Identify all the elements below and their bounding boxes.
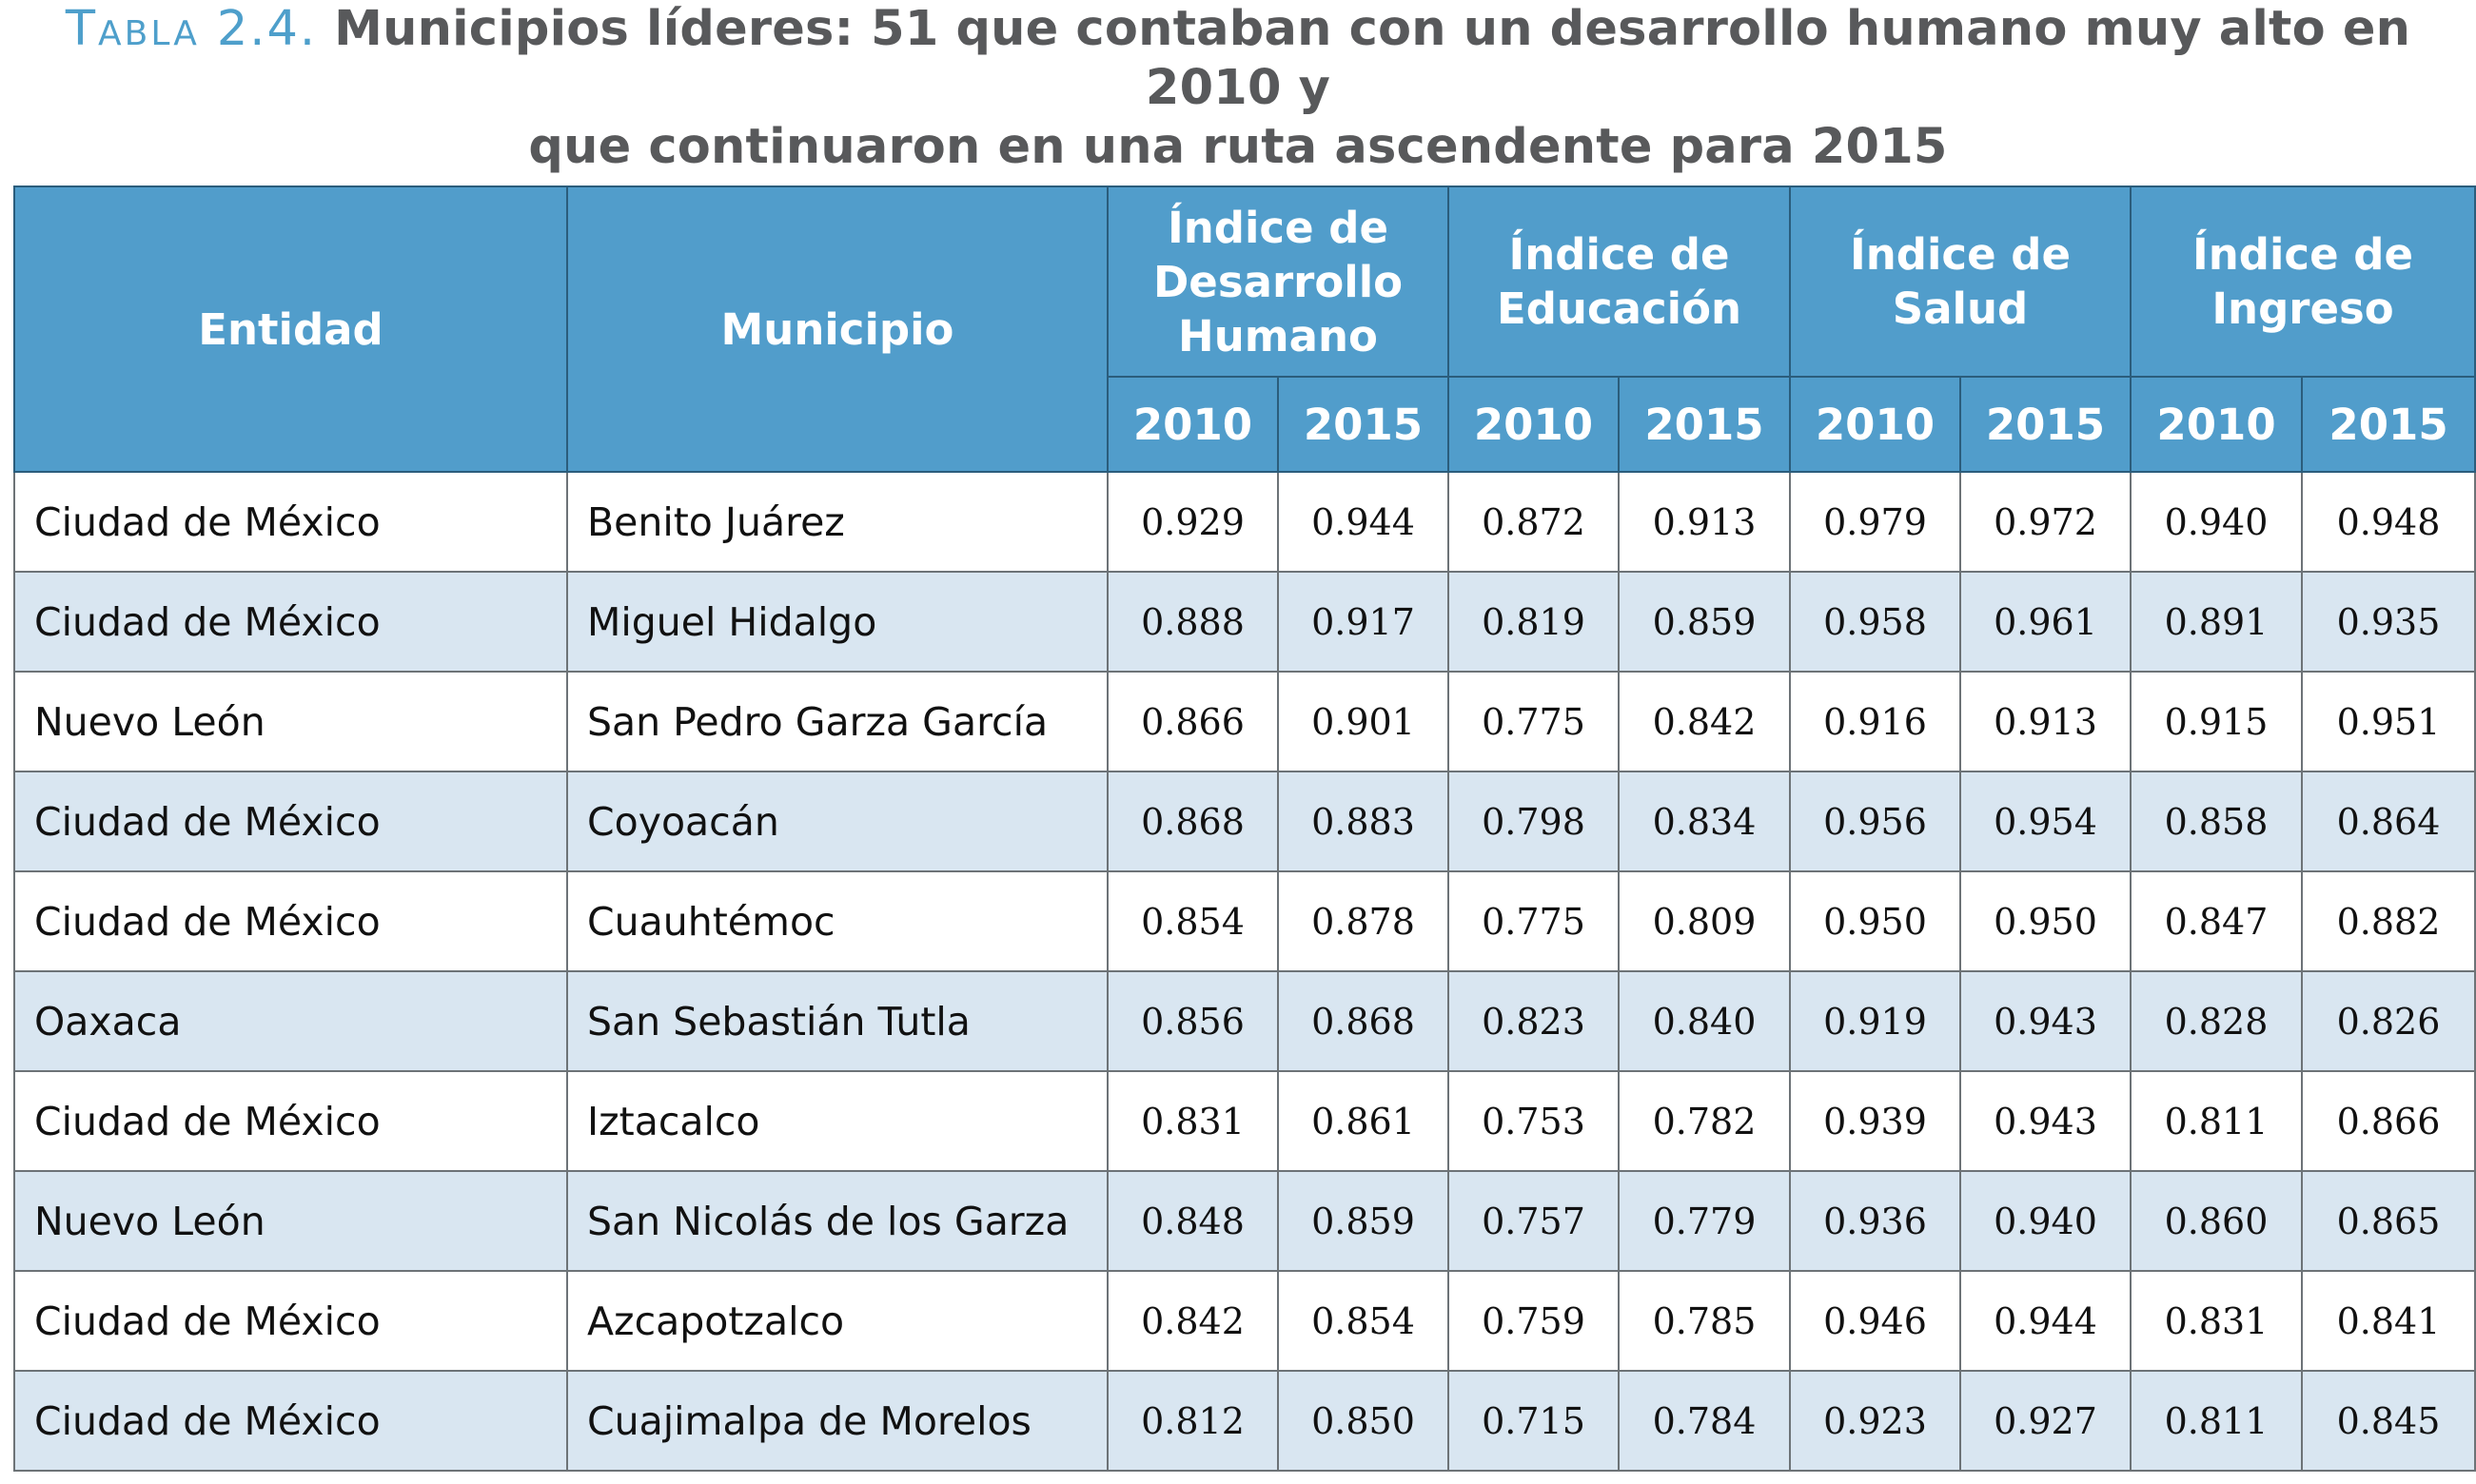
caption-text-1: Municipios líderes: 51 que contaban con un desarrollo humano muy alto en 2010 y [334,1,2411,116]
table-row [14,672,2475,771]
cell-value: 0.782 [1619,1071,1790,1171]
cell-value: 0.958 [1790,572,1960,672]
cell-value: 0.951 [2302,672,2475,771]
cell-value: 0.840 [1619,971,1790,1071]
header-group-salud-line1: Índice de [1850,229,2072,280]
cell-value: 0.956 [1790,771,1960,871]
cell-entidad: Ciudad de México [14,572,567,672]
cell-value: 0.913 [1960,672,2131,771]
table-row [14,1171,2475,1271]
cell-value: 0.841 [2302,1271,2475,1371]
cell-value: 0.979 [1790,472,1960,572]
caption-number: 2.4. [216,1,318,57]
cell-municipio: San Pedro Garza García [567,672,1108,771]
cell-municipio: Iztacalco [567,1071,1108,1171]
cell-value: 0.917 [1278,572,1448,672]
header-year: 2015 [1619,377,1790,472]
cell-value: 0.859 [1278,1171,1448,1271]
cell-value: 0.940 [1960,1171,2131,1271]
cell-value: 0.854 [1108,871,1278,971]
cell-value: 0.939 [1790,1071,1960,1171]
cell-entidad: Ciudad de México [14,771,567,871]
municipios-table [13,186,2476,1472]
cell-value: 0.923 [1790,1371,1960,1471]
cell-value: 0.936 [1790,1171,1960,1271]
cell-value: 0.882 [2302,871,2475,971]
header-year: 2010 [2131,377,2302,472]
cell-value: 0.848 [1108,1171,1278,1271]
header-group-salud-line2: Salud [1892,283,2029,334]
cell-value: 0.812 [1108,1371,1278,1471]
cell-value: 0.785 [1619,1271,1790,1371]
cell-value: 0.826 [2302,971,2475,1071]
cell-value: 0.929 [1108,472,1278,572]
cell-value: 0.828 [2131,971,2302,1071]
cell-value: 0.972 [1960,472,2131,572]
cell-value: 0.775 [1448,672,1619,771]
cell-value: 0.940 [2131,472,2302,572]
cell-value: 0.775 [1448,871,1619,971]
cell-value: 0.948 [2302,472,2475,572]
cell-entidad: Ciudad de México [14,1071,567,1171]
header-group-ingreso [2131,186,2475,377]
cell-entidad: Ciudad de México [14,1271,567,1371]
cell-value: 0.919 [1790,971,1960,1071]
cell-value: 0.913 [1619,472,1790,572]
cell-value: 0.798 [1448,771,1619,871]
cell-value: 0.866 [1108,672,1278,771]
header-year: 2015 [2302,377,2475,472]
cell-value: 0.961 [1960,572,2131,672]
table-row [14,871,2475,971]
cell-value: 0.883 [1278,771,1448,871]
header-entidad: Entidad [14,186,567,472]
cell-value: 0.845 [2302,1371,2475,1471]
cell-value: 0.888 [1108,572,1278,672]
cell-value: 0.847 [2131,871,2302,971]
table-row [14,1371,2475,1471]
header-year: 2015 [1960,377,2131,472]
cell-value: 0.811 [2131,1071,2302,1171]
cell-value: 0.878 [1278,871,1448,971]
header-group-educacion [1448,186,1790,377]
cell-value: 0.872 [1448,472,1619,572]
header-municipio: Municipio [567,186,1108,472]
cell-value: 0.950 [1790,871,1960,971]
cell-value: 0.950 [1960,871,2131,971]
cell-value: 0.865 [2302,1171,2475,1271]
header-year: 2010 [1448,377,1619,472]
cell-value: 0.915 [2131,672,2302,771]
header-group-educacion-line2: Educación [1496,283,1742,334]
caption-line-2: que continuaron en una ruta ascendente para 2015 [528,119,1948,175]
caption-label: Tabla [65,1,200,57]
cell-value: 0.834 [1619,771,1790,871]
cell-entidad: Nuevo León [14,672,567,771]
cell-municipio: Coyoacán [567,771,1108,871]
cell-value: 0.860 [2131,1171,2302,1271]
cell-municipio: Cuajimalpa de Morelos [567,1371,1108,1471]
cell-value: 0.757 [1448,1171,1619,1271]
cell-value: 0.944 [1278,472,1448,572]
cell-value: 0.864 [2302,771,2475,871]
cell-entidad: Oaxaca [14,971,567,1071]
cell-value: 0.943 [1960,1071,2131,1171]
cell-value: 0.842 [1108,1271,1278,1371]
cell-value: 0.868 [1108,771,1278,871]
table-row [14,472,2475,572]
table-body [14,472,2475,1471]
cell-value: 0.861 [1278,1071,1448,1171]
cell-value: 0.809 [1619,871,1790,971]
cell-value: 0.859 [1619,572,1790,672]
cell-value: 0.715 [1448,1371,1619,1471]
cell-value: 0.831 [2131,1271,2302,1371]
header-group-idh-line3: Humano [1178,310,1378,361]
cell-value: 0.946 [1790,1271,1960,1371]
cell-value: 0.850 [1278,1371,1448,1471]
cell-value: 0.858 [2131,771,2302,871]
cell-value: 0.901 [1278,672,1448,771]
header-year: 2015 [1278,377,1448,472]
caption-line-1 [0,0,2476,118]
table-row [14,1271,2475,1371]
cell-value: 0.811 [2131,1371,2302,1471]
header-year: 2010 [1790,377,1960,472]
cell-value: 0.916 [1790,672,1960,771]
cell-value: 0.854 [1278,1271,1448,1371]
cell-value: 0.927 [1960,1371,2131,1471]
table-row [14,971,2475,1071]
cell-municipio: Azcapotzalco [567,1271,1108,1371]
table-row [14,572,2475,672]
cell-municipio: San Sebastián Tutla [567,971,1108,1071]
cell-value: 0.891 [2131,572,2302,672]
header-group-idh [1108,186,1448,377]
cell-entidad: Ciudad de México [14,472,567,572]
header-group-idh-line2: Desarrollo [1152,256,1404,307]
cell-value: 0.944 [1960,1271,2131,1371]
header-group-ingreso-line1: Índice de [2192,229,2414,280]
cell-value: 0.753 [1448,1071,1619,1171]
table-caption [0,0,2476,177]
header-group-salud [1790,186,2131,377]
cell-value: 0.856 [1108,971,1278,1071]
cell-municipio: Benito Juárez [567,472,1108,572]
header-group-educacion-line1: Índice de [1508,229,1730,280]
cell-municipio: Miguel Hidalgo [567,572,1108,672]
cell-value: 0.842 [1619,672,1790,771]
cell-value: 0.954 [1960,771,2131,871]
cell-entidad: Ciudad de México [14,871,567,971]
cell-value: 0.784 [1619,1371,1790,1471]
cell-value: 0.779 [1619,1171,1790,1271]
table-row [14,1071,2475,1171]
cell-value: 0.868 [1278,971,1448,1071]
cell-municipio: Cuauhtémoc [567,871,1108,971]
cell-entidad: Ciudad de México [14,1371,567,1471]
header-group-ingreso-line2: Ingreso [2211,283,2394,334]
header-year: 2010 [1108,377,1278,472]
cell-value: 0.866 [2302,1071,2475,1171]
cell-value: 0.759 [1448,1271,1619,1371]
cell-entidad: Nuevo León [14,1171,567,1271]
cell-value: 0.819 [1448,572,1619,672]
cell-value: 0.823 [1448,971,1619,1071]
page-bottom-mask [13,1476,2474,1484]
cell-municipio: San Nicolás de los Garza [567,1171,1108,1271]
table-row [14,771,2475,871]
cell-value: 0.831 [1108,1071,1278,1171]
cell-value: 0.935 [2302,572,2475,672]
header-group-idh-line1: Índice de [1167,202,1388,253]
cell-value: 0.943 [1960,971,2131,1071]
